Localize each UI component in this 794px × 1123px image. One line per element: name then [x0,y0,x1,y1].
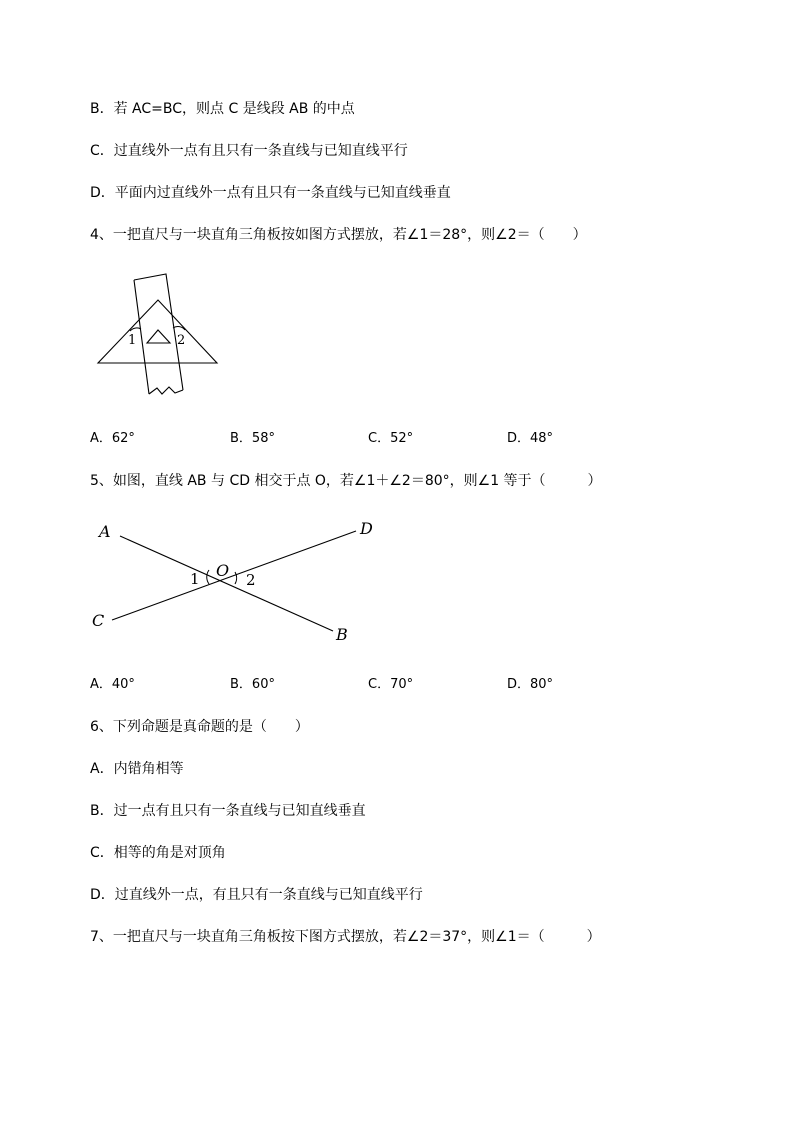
point-o-label: O [216,561,230,580]
q4-option-d: D．48° [507,431,554,446]
q6-option-d: D．过直线外一点，有且只有一条直线与已知直线平行 [90,887,423,903]
line-cd [112,531,356,620]
question-4: 4、一把直尺与一块直角三角板按如图方式摆放，若∠1＝28°，则∠2＝（ ） [90,227,587,243]
q4-option-b: B．58° [230,431,275,446]
figure-intersecting-lines [85,512,385,652]
q3-option-c: C．过直线外一点有且只有一条直线与已知直线平行 [90,143,408,159]
angle-1-arc [207,570,209,584]
triangle-shape [98,300,217,363]
angle-2-arc [235,572,237,584]
q3-option-d: D．平面内过直线外一点有且只有一条直线与已知直线垂直 [90,185,451,201]
q3-option-b: B．若 AC=BC，则点 C 是线段 AB 的中点 [90,101,355,117]
angle-2-label: 2 [246,571,256,589]
point-d-label: D [360,519,373,538]
ruler-torn-edge [149,387,183,394]
question-6: 6、下列命题是真命题的是（ ） [90,719,309,735]
point-a-label: A [99,522,111,541]
angle-2-label: 2 [177,333,186,348]
q6-option-b: B．过一点有且只有一条直线与已知直线垂直 [90,803,366,819]
point-b-label: B [336,625,348,644]
figure-ruler-triangle [90,268,230,400]
q5-option-b: B．60° [230,677,275,692]
q5-option-a: A．40° [90,677,135,692]
angle-1-label: 1 [190,570,200,588]
question-7: 7、一把直尺与一块直角三角板按下图方式摆放，若∠2＝37°，则∠1＝（ ） [90,929,601,945]
point-c-label: C [92,611,105,630]
line-ab [120,536,333,631]
q5-option-c: C．70° [368,677,414,692]
q4-option-c: C．52° [368,431,414,446]
q5-option-d: D．80° [507,677,554,692]
q4-option-a: A．62° [90,431,135,446]
q6-option-c: C．相等的角是对顶角 [90,845,226,861]
small-inner-triangle [147,330,170,343]
question-5: 5、如图，直线 AB 与 CD 相交于点 O，若∠1＋∠2＝80°，则∠1 等于（ ） [90,473,602,489]
angle-1-label: 1 [128,333,137,348]
q6-option-a: A．内错角相等 [90,761,184,777]
